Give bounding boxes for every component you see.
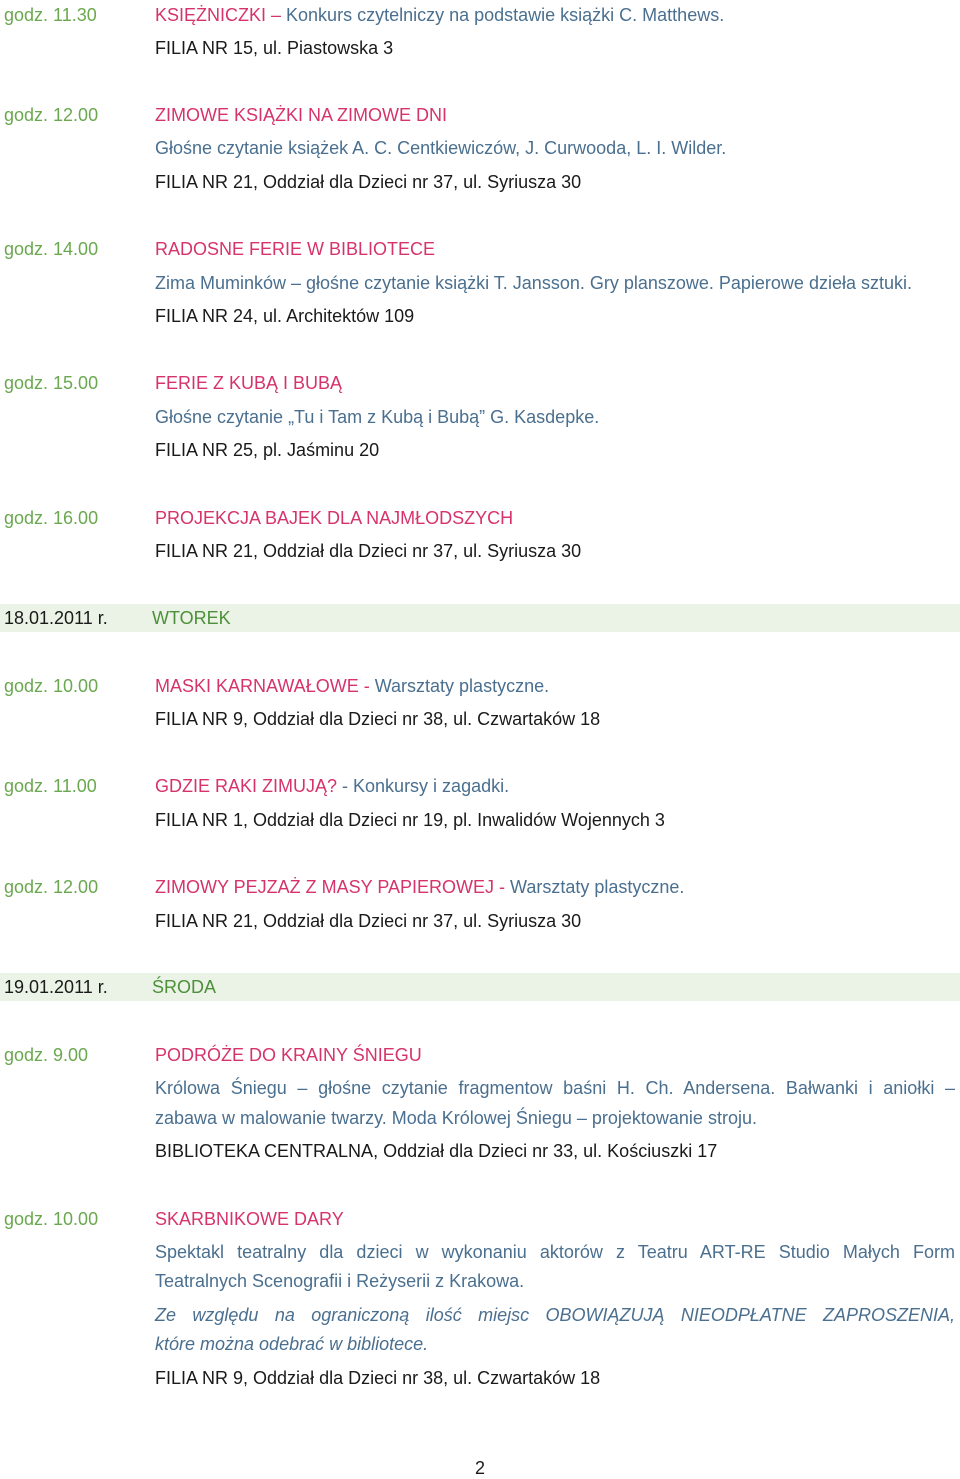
event-title: ZIMOWY PEJZAŻ Z MASY PAPIEROWEJ -	[155, 877, 506, 897]
event-time: godz. 11.00	[4, 776, 97, 796]
event-title: KSIĘŻNICZKI –	[155, 5, 282, 25]
event-description: Spektakl teatralny dla dzieci w wykonaniu aktorów z Teatru ART-RE Studio Małych Form	[155, 1242, 955, 1262]
event-title: PROJEKCJA BAJEK DLA NAJMŁODSZYCH	[155, 508, 514, 528]
day-header	[0, 973, 960, 1001]
event-title-line	[155, 5, 724, 26]
event-description: Głośne czytanie „Tu i Tam z Kubą i Bubą” G. Kasdepke.	[155, 407, 600, 427]
event-title-line	[155, 776, 509, 797]
event-title: GDZIE RAKI ZIMUJĄ?	[155, 776, 338, 796]
event-location: FILIA NR 21, Oddział dla Dzieci nr 37, ul. Syriusza 30	[155, 172, 582, 192]
event-note: które można odebrać w bibliotece.	[155, 1334, 429, 1354]
day-date: 18.01.2011 r.	[4, 608, 108, 628]
event-location: FILIA NR 24, ul. Architektów 109	[155, 306, 415, 326]
event-description: Królowa Śniegu – głośne czytanie fragmentow baśni H. Ch. Andersena. Bałwanki i aniołki –	[155, 1078, 955, 1098]
day-date: 19.01.2011 r.	[4, 977, 108, 997]
event-location: FILIA NR 1, Oddział dla Dzieci nr 19, pl. Inwalidów Wojennych 3	[155, 810, 665, 830]
event-location: FILIA NR 25, pl. Jaśminu 20	[155, 440, 380, 460]
event-time: godz. 10.00	[4, 1209, 99, 1229]
event-time: godz. 9.00	[4, 1045, 89, 1065]
event-title: PODRÓŻE DO KRAINY ŚNIEGU	[155, 1045, 422, 1065]
event-location: BIBLIOTEKA CENTRALNA, Oddział dla Dzieci nr 33, ul. Kościuszki 17	[155, 1141, 718, 1161]
event-title: MASKI KARNAWAŁOWE -	[155, 676, 370, 696]
event-title: FERIE Z KUBĄ I BUBĄ	[155, 373, 343, 393]
event-location: FILIA NR 9, Oddział dla Dzieci nr 38, ul. Czwartaków 18	[155, 709, 601, 729]
event-time: godz. 14.00	[4, 239, 99, 259]
day-name: WTOREK	[152, 608, 231, 628]
page-number: 2	[474, 1458, 485, 1478]
event-subtitle: Warsztaty plastyczne.	[505, 877, 685, 897]
event-location: FILIA NR 15, ul. Piastowska 3	[155, 38, 394, 58]
event-time: godz. 10.00	[4, 676, 99, 696]
event-title-line	[155, 877, 684, 898]
event-title: RADOSNE FERIE W BIBLIOTECE	[155, 239, 436, 259]
event-title: ZIMOWE KSIĄŻKI NA ZIMOWE DNI	[155, 105, 448, 125]
event-time: godz. 16.00	[4, 508, 99, 528]
event-title: SKARBNIKOWE DARY	[155, 1209, 344, 1229]
event-description: Głośne czytanie książek A. C. Centkiewiczów, J. Curwooda, L. I. Wilder.	[155, 138, 727, 158]
day-header	[0, 604, 960, 632]
day-name: ŚRODA	[152, 977, 217, 997]
event-subtitle: - Konkursy i zagadki.	[337, 776, 510, 796]
event-description: Teatralnych Scenografii i Reżyserii z Krakowa.	[155, 1271, 525, 1291]
event-location: FILIA NR 21, Oddział dla Dzieci nr 37, ul. Syriusza 30	[155, 911, 582, 931]
event-description: zabawa w malowanie twarzy. Moda Królowej Śniegu – projektowanie stroju.	[155, 1108, 757, 1128]
event-location: FILIA NR 21, Oddział dla Dzieci nr 37, ul. Syriusza 30	[155, 541, 582, 561]
event-time: godz. 12.00	[4, 877, 99, 897]
event-time: godz. 12.00	[4, 105, 99, 125]
event-location: FILIA NR 9, Oddział dla Dzieci nr 38, ul. Czwartaków 18	[155, 1368, 601, 1388]
event-subtitle: Konkurs czytelniczy na podstawie książki C. Matthews.	[281, 5, 725, 25]
event-note: Ze względu na ograniczoną ilość miejsc OBOWIĄZUJĄ NIEODPŁATNE ZAPROSZENIA,	[155, 1305, 955, 1325]
event-description: Zima Muminków – głośne czytanie książki T. Jansson. Gry planszowe. Papierowe dzieła sztuki.	[155, 273, 912, 293]
event-subtitle: Warsztaty plastyczne.	[369, 676, 550, 696]
event-title-line	[155, 676, 549, 697]
event-time: godz. 15.00	[4, 373, 99, 393]
event-time: godz. 11.30	[4, 5, 97, 25]
